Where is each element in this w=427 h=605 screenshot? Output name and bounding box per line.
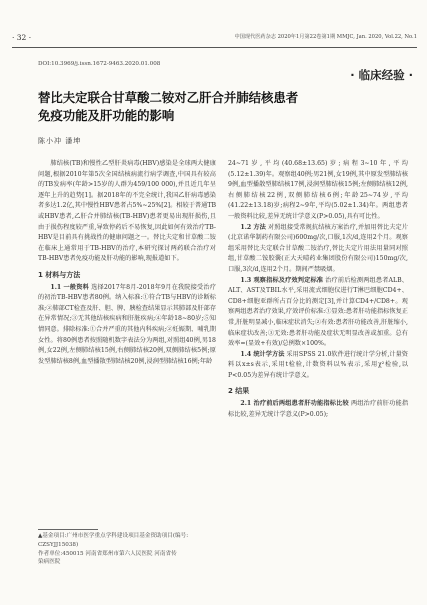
- paragraph-text: 24~71岁,平均(40.68±13.65)岁;病程3~10年,平均(5.12±1.39)年。观察组40例;男21例,女19例,其中原发型肺结核9例,血型播散型肺结核17例,浸润型肺结核15例;左侧肺结核12例,右侧肺结核22例,双侧肺结核6例;年龄25~74岁,平均(41.22±13.18)岁;病程2~9年,平均(5.02±1.34)年。两组患者一般资料比较,差异无统计学意义(P>0.05),具有可比性。: [228, 160, 408, 220]
- paragraph-text: 选择2017年8月-2018年9月在我院接受治疗的初治TB-HBV患者80例。纳入标准:①符合TB与HBV的诊断标准;②肺部CT检查及肝、胆、脾、胰检查结果显示其肺部及肝部存在异常情况;③无其他结核疾病和肝脏疾病;④年龄18~80岁;⑤知情同意。排除标准:①合并严重的其他内科疾病;②妊娠期、哺乳期女性。将80例患者按照随机数字表法分为两组,对照组40例,男18例,女22例,左侧肺结核15例,右侧肺结核20例,双侧肺结核5例;原发型肺结核8例,血型播散型肺结核20例,浸润型肺结核16例;年龄: [38, 283, 217, 365]
- footnote-line: 作者单位:450015 河南省郑州市第六人民医院 河南省传: [38, 550, 177, 557]
- footnote: [38, 532, 216, 567]
- subsection-heading: 1.2 方法: [240, 223, 266, 231]
- footnote-line: 染病医院: [38, 559, 61, 566]
- subsection-heading: 1.4 统计学方法: [240, 350, 285, 358]
- footnote-rule: [38, 529, 98, 530]
- paragraph: [228, 223, 408, 276]
- paragraph: [38, 159, 216, 265]
- paragraph-text: 治疗前后检测两组患者ALB、ALT、AST及TBIL水平,采用流式细胞仪进行T淋巴细胞CD4+、CD8+细胞亚群所占百分比的测定[3],并计算CD4+/CD8+。观察两组患者治疗效果,疗效评价标准:①显效:患者肝功能指标恢复正常,肝脏明显减小,临床症状消失;②有效:患者肝功能改善,肝脏缩小,临床症状改善;③无效:患者肝功能及症状无明显改善或加重。总有效率=(显效+有效)/总例数×100%。: [228, 276, 408, 348]
- article-title: [38, 89, 398, 125]
- section-heading: 2 结果: [228, 387, 250, 396]
- subsection-heading: 2.1 治疗前后两组患者肝功能指标比较: [240, 400, 349, 408]
- doi: DOI:10.3969/j.issn.1672-9463.2020.01.008: [38, 61, 161, 67]
- header-rule: [12, 47, 417, 48]
- journal-line: 中国现代医药杂志 2020年1月第22卷第1期 MMJC, Jan. 2020, Vol.22, No.1: [234, 34, 417, 40]
- right-column: [228, 159, 408, 420]
- paragraph: [228, 350, 408, 382]
- page-number: · 32 ·: [12, 33, 32, 42]
- paragraph-text: 肺结核(TB)和慢性乙型肝炎病毒(HBV)感染是全球两大健康问题,根据2010年第5次全国结核病流行病学调查,中国具有较高的TB发病率(年龄>15岁的人群为459/100 000),并且近几年呈逐年上升的趋势[1]。据2018年的不完全统计,我国乙肝病毒感染者多达1.2亿,其中慢性HBV患者占5%~25%[2]。相较于普通TB或HBV患者,乙肝合并肺结核(TB-HBV)患者更易出现肝损伤,且由于损伤程度较严重,导致停药后不易恢复,因此如何有效治疗TB-HBV是目前具有挑战性的健康问题之一。替比夫定和甘草酸二铵在临床上通常用于TB-HBV的治疗,本研究探讨两药联合治疗对TB-HBV患者免疫功能及肝功能的影响,现报道如下。: [38, 160, 216, 263]
- page-header: [0, 0, 427, 52]
- paragraph-text: 采用SPSS 21.0软件进行统计学分析,计量资料以x±s表示,采用t检验,计数资料以%表示,采用χ²检验,以P<0.05为差异有统计学意义。: [228, 350, 408, 379]
- paragraph: [38, 283, 216, 368]
- subsection-heading: 1.1 一般资料: [50, 283, 89, 291]
- authors: 陈小冲 潘坤: [38, 137, 82, 145]
- footnote-line: CZSYJJ15038): [38, 541, 79, 548]
- paragraph: [228, 276, 408, 350]
- title-line-2: 免疫功能及肝功能的影响: [38, 108, 175, 123]
- section-label: · 临床经验 ·: [350, 68, 413, 82]
- paragraph-text: 对照组接受常规抗结核方案治疗,并加用替比夫定片(北京诺华制药有限公司)600mg/次,口服,1次/d,连用2个月。观察组采用替比夫定联合甘草酸二铵治疗,替比夫定片用法用量同对照组,甘草酸二铵胶囊(正大天晴药业集团股份有限公司)150mg/次,口服,3次/d,连用2个月。期间严禁吸烟。: [228, 223, 409, 273]
- left-column: [38, 159, 216, 367]
- section-heading: 1 材料与方法: [38, 270, 81, 279]
- title-line-1: 替比夫定联合甘草酸二铵对乙肝合并肺结核患者: [38, 90, 299, 105]
- paragraph-text: 两组治疗前肝功能指标比较,差异无统计学意义(P>0.05);: [228, 400, 409, 418]
- footnote-line: ▲基金项目:广州市医学重点学科建设项目基金资助项目(编号:: [38, 533, 189, 539]
- subsection-heading: 1.3 观察指标及疗效判定标准: [240, 276, 324, 284]
- paragraph: [228, 399, 408, 420]
- paragraph: [228, 159, 408, 223]
